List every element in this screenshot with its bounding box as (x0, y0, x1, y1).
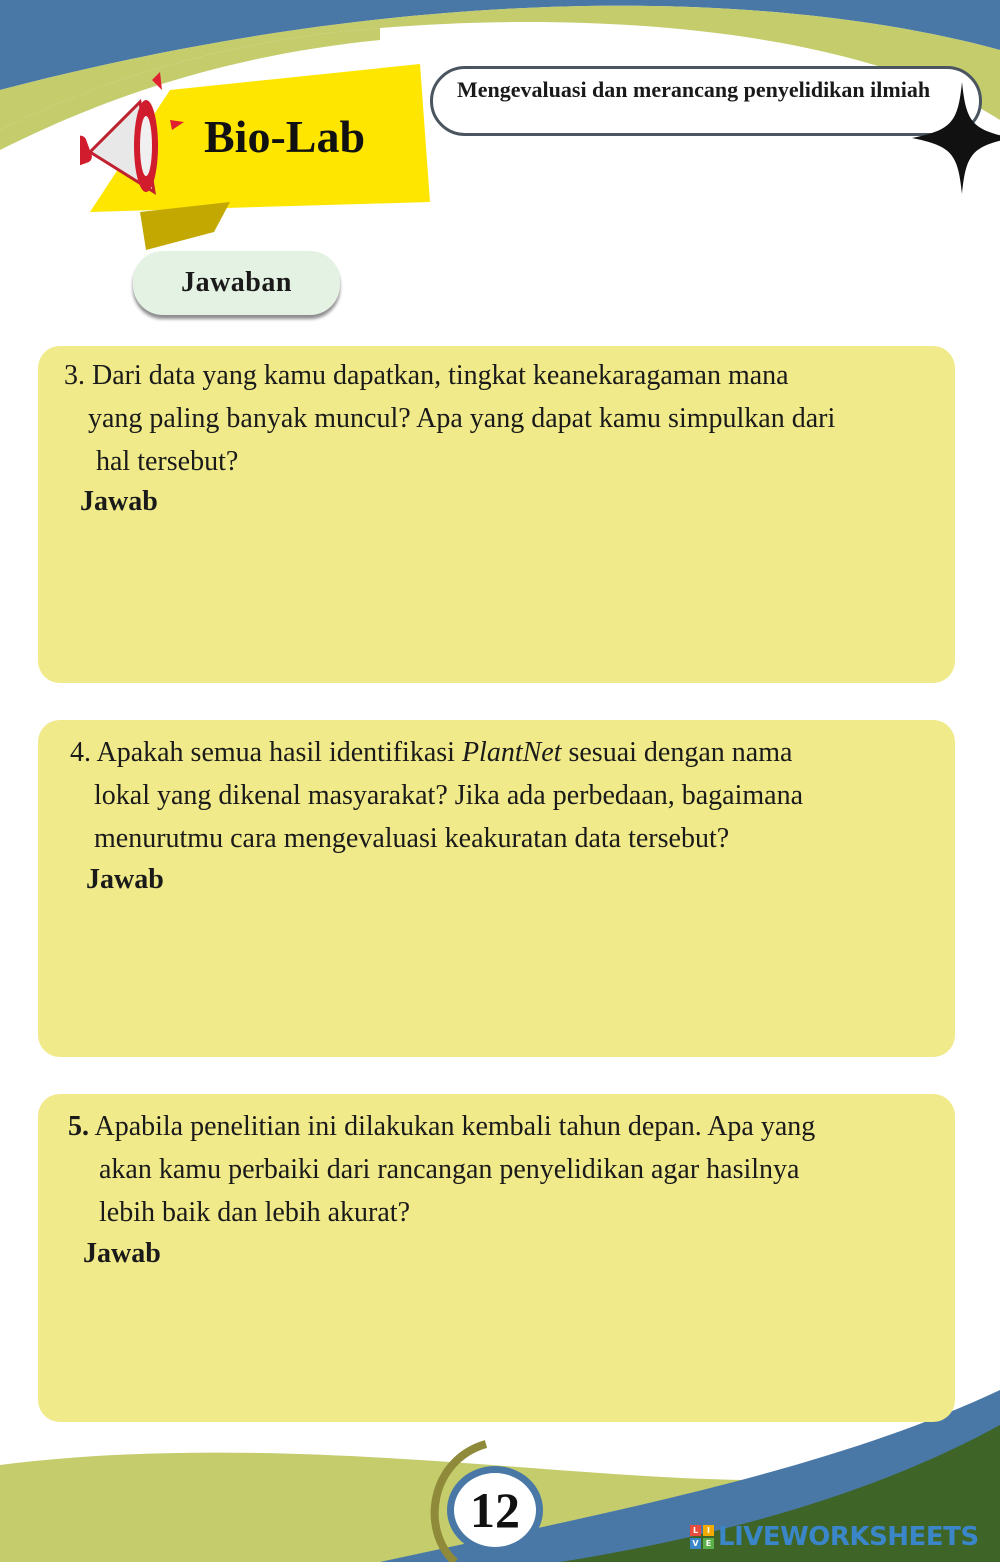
question-4-line-3: menurutmu cara mengevaluasi keakuratan data tersebut? (94, 823, 730, 854)
plantnet-term: PlantNet (461, 737, 562, 768)
liveworksheets-logo-icon: L I V E (690, 1525, 714, 1549)
question-card-4 (38, 720, 955, 1057)
section-label: Jawaban (133, 251, 340, 315)
answer-area-3[interactable] (78, 532, 918, 662)
answer-label-5: Jawab (83, 1238, 161, 1269)
question-3-line-3: hal tersebut? (96, 446, 239, 477)
objective-box (430, 66, 982, 136)
question-4-line-1: 4. Apakah semua hasil identifikasi PlantNet sesuai dengan nama (70, 737, 793, 768)
answer-area-5[interactable] (78, 1284, 918, 1404)
question-3-line-1: 3. Dari data yang kamu dapatkan, tingkat keanekaragaman mana (64, 360, 789, 391)
question-3-text (64, 354, 835, 483)
question-3-line-2: yang paling banyak muncul? Apa yang dapat kamu simpulkan dari (88, 403, 836, 434)
question-5-number: 5. (68, 1111, 89, 1142)
question-4-line-2: lokal yang dikenal masyarakat? Jika ada perbedaan, bagaimana (94, 780, 804, 811)
question-card-3 (38, 346, 955, 683)
question-3-number: 3. (64, 360, 85, 391)
question-5-line-1: 5. Apabila penelitian ini dilakukan kembali tahun depan. Apa yang (68, 1111, 816, 1142)
question-card-5 (38, 1094, 955, 1422)
page-number: 12 (454, 1473, 536, 1547)
liveworksheets-text: LIVEWORKSHEETS (718, 1522, 979, 1552)
question-4-text (70, 731, 803, 860)
question-5-line-3: lebih baik dan lebih akurat? (99, 1197, 410, 1228)
page-title: Bio-Lab (204, 111, 366, 162)
answer-label-3: Jawab (80, 486, 158, 517)
answer-label-4: Jawab (86, 864, 164, 895)
page-number-badge (447, 1466, 543, 1554)
liveworksheets-watermark (690, 1522, 979, 1552)
question-5-line-2: akan kamu perbaiki dari rancangan penyelidikan agar hasilnya (99, 1154, 800, 1185)
question-5-text (68, 1105, 815, 1234)
sparkle-icon (912, 82, 1000, 194)
question-4-number: 4. (70, 737, 91, 768)
objective-text: Mengevaluasi dan merancang penyelidikan ilmiah (457, 77, 931, 102)
answer-area-4[interactable] (78, 910, 918, 1040)
